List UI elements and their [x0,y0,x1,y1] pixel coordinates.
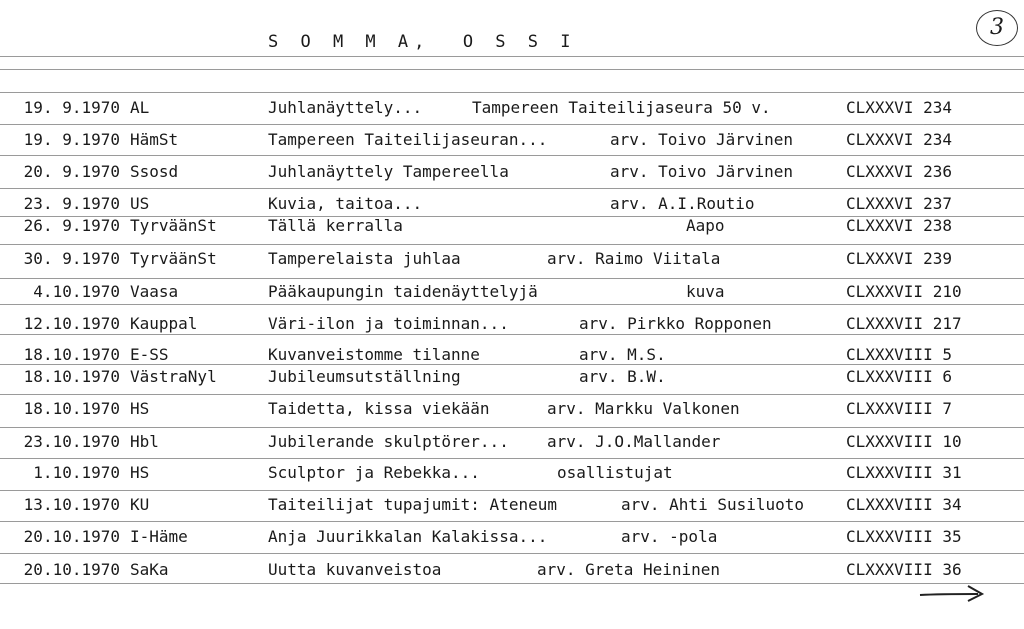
clipping-author: osallistujat [557,463,673,482]
clipping-title: Taidetta, kissa viekään [268,399,490,418]
clipping-reference: CLXXXVI 239 [846,249,952,268]
clipping-source: TyrväänSt [130,249,217,268]
clipping-title: Juhlanäyttely... [268,98,423,117]
list-item [0,314,1024,336]
list-item [0,216,1024,238]
ruled-line [0,490,1024,491]
list-item [0,527,1024,549]
ruled-line [0,427,1024,428]
clipping-title: Pääkaupungin taidenäyttelyjä [268,282,538,301]
ruled-line [0,304,1024,305]
clipping-date: 13.10.1970 [23,495,120,514]
clipping-reference: CLXXXVIII 36 [846,560,962,579]
clipping-author: kuva [686,282,725,301]
artist-name-heading: S O M M A, O S S I [268,32,577,52]
clipping-date: 18.10.1970 [23,399,120,418]
list-item [0,463,1024,485]
clipping-date: 18.10.1970 [23,367,120,386]
ruled-line [0,92,1024,93]
ruled-line [0,458,1024,459]
clipping-source: VästraNyl [130,367,217,386]
list-item [0,162,1024,184]
clipping-source: SaKa [130,560,169,579]
clipping-date: 18.10.1970 [23,345,120,364]
clipping-title: Uutta kuvanveistoa [268,560,442,579]
clipping-reference: CLXXXVII 217 [846,314,962,333]
clipping-source: Vaasa [130,282,179,301]
clipping-source: I-Häme [130,527,188,546]
clipping-date: 26. 9.1970 [23,216,120,235]
clipping-title: Jubilerande skulptörer... [268,432,509,451]
clipping-source: Ssosd [130,162,179,181]
clipping-title: Taiteilijat tupajumit: Ateneum [268,495,557,514]
clipping-author: arv. A.I.Routio [610,194,755,213]
list-item [0,98,1024,120]
clipping-reference: CLXXXVI 234 [846,130,952,149]
clipping-author: arv. Ahti Susiluoto [621,495,805,514]
clipping-reference: CLXXXVI 234 [846,98,952,117]
clipping-source: HämSt [130,130,179,149]
clipping-source: AL [130,98,150,117]
clipping-source: HS [130,399,150,418]
clipping-author: arv. M.S. [579,345,666,364]
clipping-date: 20. 9.1970 [23,162,120,181]
clipping-title: Tampereen Taiteilijaseuran... [268,130,548,149]
list-item [0,399,1024,421]
continue-arrow-icon [918,582,988,606]
clipping-author: arv. J.O.Mallander [547,432,721,451]
page-number-circle: 3 [976,10,1018,46]
clipping-reference: CLXXXVII 210 [846,282,962,301]
ruled-line [0,56,1024,57]
clipping-title: Kuvia, taitoa... [268,194,423,213]
clipping-reference: CLXXXVIII 7 [846,399,952,418]
ruled-line [0,394,1024,395]
clipping-date: 23.10.1970 [23,432,120,451]
clipping-date: 12.10.1970 [23,314,120,333]
clipping-reference: CLXXXVIII 10 [846,432,962,451]
list-item [0,249,1024,271]
ruled-line [0,188,1024,189]
clipping-source: Kauppal [130,314,198,333]
ruled-line [0,244,1024,245]
clipping-author: Tampereen Taiteilijaseura 50 v. [472,98,771,117]
ruled-line [0,124,1024,125]
list-item [0,130,1024,152]
ruled-line [0,583,1024,584]
list-item [0,194,1024,216]
ruled-line [0,553,1024,554]
clipping-author: arv. Toivo Järvinen [610,130,794,149]
clipping-date: 19. 9.1970 [23,130,120,149]
clipping-reference: CLXXXVIII 31 [846,463,962,482]
clipping-reference: CLXXXVIII 6 [846,367,952,386]
clipping-reference: CLXXXVIII 5 [846,345,952,364]
clipping-author: arv. Pirkko Ropponen [579,314,772,333]
clipping-source: KU [130,495,150,514]
clipping-reference: CLXXXVI 237 [846,194,952,213]
ruled-line [0,521,1024,522]
list-item [0,282,1024,304]
ruled-line [0,69,1024,70]
list-item [0,560,1024,582]
clipping-author: arv. Markku Valkonen [547,399,740,418]
clipping-date: 30. 9.1970 [23,249,120,268]
clipping-date: 23. 9.1970 [23,194,120,213]
clipping-reference: CLXXXVI 236 [846,162,952,181]
clipping-reference: CLXXXVIII 35 [846,527,962,546]
clipping-author: arv. Raimo Viitala [547,249,721,268]
clipping-source: Hbl [130,432,159,451]
clipping-reference: CLXXXVIII 34 [846,495,962,514]
clipping-date: 19. 9.1970 [23,98,120,117]
clipping-title: Sculptor ja Rebekka... [268,463,480,482]
clipping-title: Anja Juurikkalan Kalakissa... [268,527,548,546]
clipping-author: arv. Greta Heininen [537,560,721,579]
list-item [0,432,1024,454]
clipping-date: 1.10.1970 [33,463,120,482]
clipping-date: 4.10.1970 [33,282,120,301]
list-item [0,345,1024,367]
clipping-title: Kuvanveistomme tilanne [268,345,480,364]
clipping-title: Jubileumsutställning [268,367,461,386]
clipping-date: 20.10.1970 [23,560,120,579]
ruled-line [0,278,1024,279]
clipping-author: arv. Toivo Järvinen [610,162,794,181]
clipping-author: arv. -pola [621,527,718,546]
clipping-source: US [130,194,150,213]
ruled-line [0,155,1024,156]
clipping-reference: CLXXXVI 238 [846,216,952,235]
list-item [0,367,1024,389]
clipping-source: HS [130,463,150,482]
clipping-date: 20.10.1970 [23,527,120,546]
clipping-title: Juhlanäyttely Tampereella [268,162,509,181]
clipping-author: arv. B.W. [579,367,666,386]
clipping-title: Väri-ilon ja toiminnan... [268,314,509,333]
list-item [0,495,1024,517]
clipping-title: Tamperelaista juhlaa [268,249,461,268]
clipping-source: TyrväänSt [130,216,217,235]
clipping-title: Tällä kerralla [268,216,403,235]
clipping-author: Aapo [686,216,725,235]
clipping-source: E-SS [130,345,169,364]
